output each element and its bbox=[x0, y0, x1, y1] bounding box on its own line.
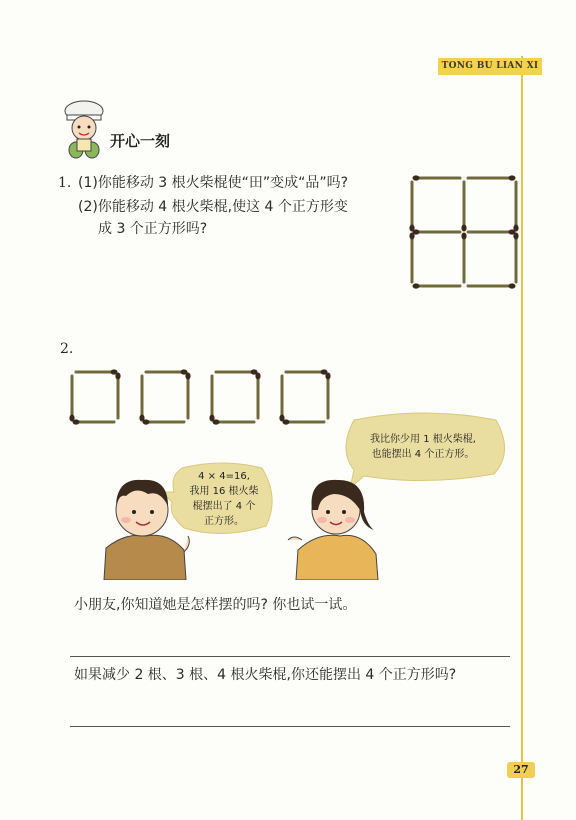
matchstick-head bbox=[185, 373, 190, 380]
header-tag: TONG BU LIAN XI bbox=[438, 58, 542, 75]
q1-number: 1. bbox=[58, 175, 72, 191]
boy-bubble-line-1: 4 × 4=16, bbox=[198, 471, 250, 482]
boy-illustration bbox=[96, 470, 192, 580]
girl-illustration bbox=[284, 470, 384, 580]
matchstick-head bbox=[139, 415, 144, 422]
matchstick-head bbox=[461, 233, 466, 240]
matchstick-head bbox=[115, 373, 120, 380]
matchstick-head bbox=[413, 283, 420, 288]
matchstick-head bbox=[209, 415, 214, 422]
q2-number: 2. bbox=[60, 341, 74, 357]
q1-line-3: 成 3 个正方形吗? bbox=[98, 221, 208, 237]
matchstick-squares-figure bbox=[64, 364, 334, 430]
matchstick-head bbox=[409, 225, 414, 232]
matchstick-head bbox=[513, 225, 518, 232]
answer-line-2 bbox=[70, 726, 510, 727]
matchstick-grid-figure bbox=[404, 170, 524, 292]
matchstick-head bbox=[513, 233, 518, 240]
matchstick-head bbox=[279, 415, 284, 422]
boy-bubble-line-2: 我用 16 根火柴 bbox=[189, 486, 259, 497]
matchstick-head bbox=[509, 283, 516, 288]
matchstick-head bbox=[255, 373, 260, 380]
q2-question: 如果减少 2 根、3 根、4 根火柴棍,你还能摆出 4 个正方形吗? bbox=[74, 667, 457, 683]
matchstick-head bbox=[413, 175, 420, 180]
boy-bubble-line-3: 棍摆出了 4 个 bbox=[192, 501, 256, 512]
q1-line-2: (2)你能移动 4 根火柴棍,使这 4 个正方形变 bbox=[78, 199, 348, 215]
matchstick-head bbox=[509, 175, 516, 180]
boy-bubble-line-4: 正方形。 bbox=[204, 516, 244, 527]
girl-bubble-line-1: 我比你少用 1 根火柴棍, bbox=[370, 434, 476, 445]
girl-bubble-line-2: 也能摆出 4 个正方形。 bbox=[371, 449, 475, 460]
page-number: 27 bbox=[507, 762, 535, 778]
matchstick-head bbox=[461, 225, 466, 232]
matchstick-head bbox=[409, 233, 414, 240]
matchstick-head bbox=[325, 373, 330, 380]
q1-line-1: (1)你能移动 3 根火柴棍使“田”变成“品”吗? bbox=[78, 175, 349, 191]
matchstick-head bbox=[69, 415, 74, 422]
q2-prompt: 小朋友,你知道她是怎样摆的吗? 你也试一试。 bbox=[74, 597, 357, 613]
section-title: 开心一刻 bbox=[110, 132, 171, 150]
answer-line-1 bbox=[70, 656, 510, 657]
mascot-icon bbox=[60, 98, 108, 160]
